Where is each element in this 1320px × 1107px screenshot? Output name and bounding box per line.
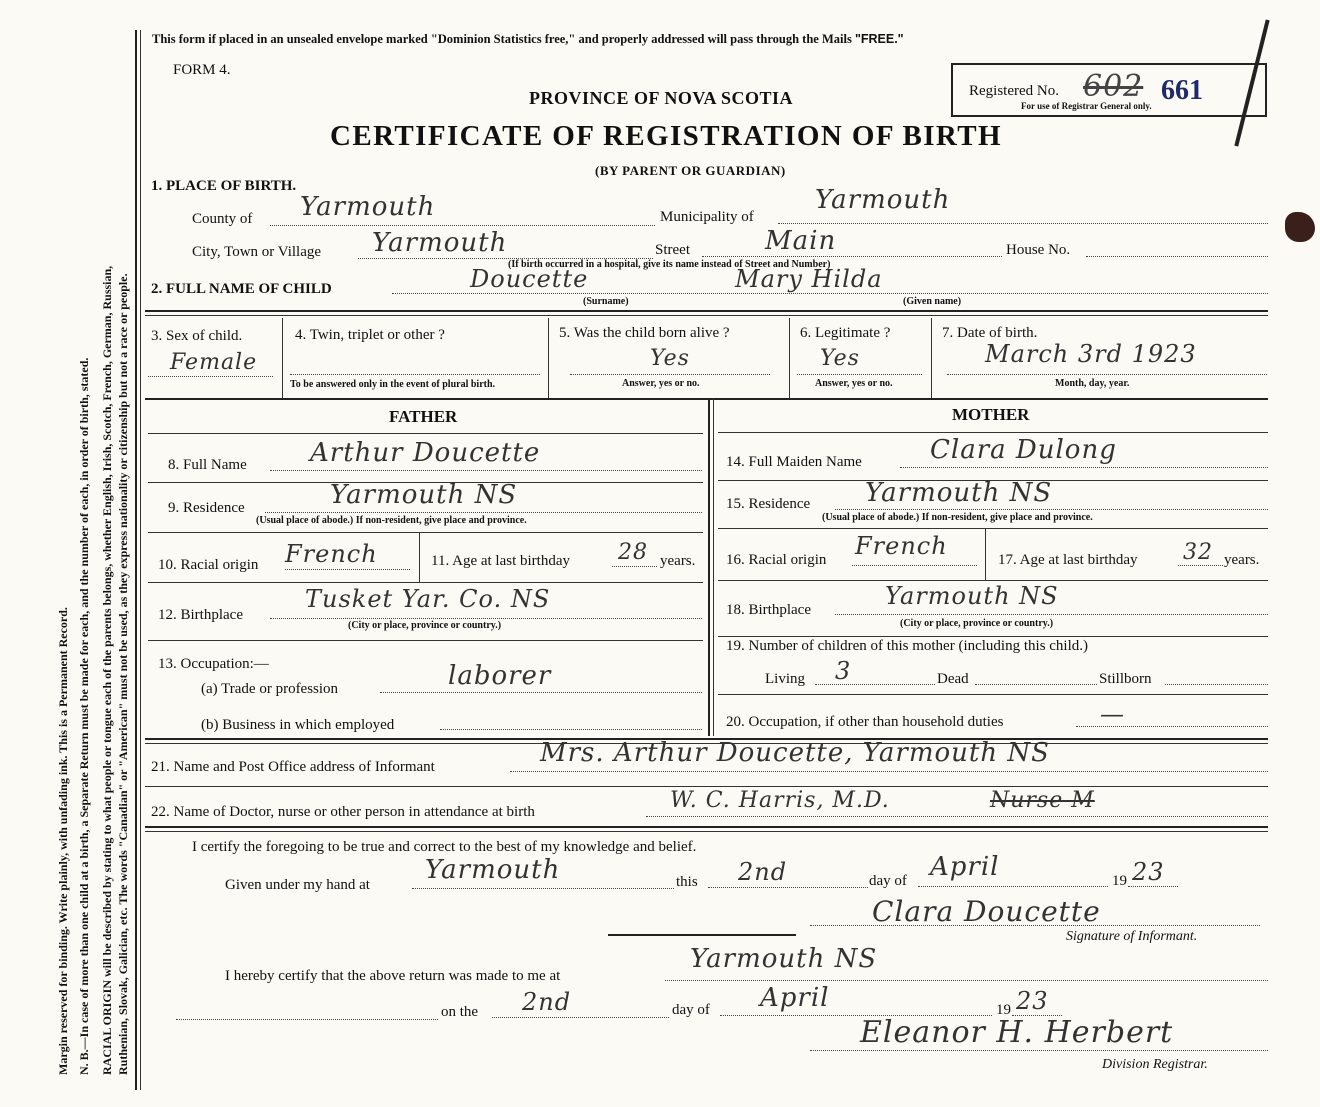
on-the-label: on the xyxy=(441,1004,479,1020)
father-trade-value: laborer xyxy=(448,661,552,691)
mother-living-label: Living xyxy=(765,671,805,687)
mother-row-rule-4 xyxy=(718,636,1268,637)
mother-residence-label: 15. Residence xyxy=(726,496,811,512)
sex-label: 3. Sex of child. xyxy=(151,328,243,344)
street-line xyxy=(702,256,1002,257)
dob-line xyxy=(947,374,1267,375)
margin-note-racial-origin: RACIAL ORIGIN will be described by stating to what people or tongue each of the parents belongs, whether English, Irish, Scotch, French, German, Russian, xyxy=(100,265,114,1075)
mother-row-rule-2 xyxy=(718,528,1268,529)
ink-blot xyxy=(1285,212,1315,242)
informant-value: Mrs. Arthur Doucette, Yarmouth NS xyxy=(540,738,1050,768)
child-name-label: 2. FULL NAME OF CHILD xyxy=(151,281,332,297)
street-label: Street xyxy=(655,242,690,258)
father-name-line xyxy=(270,470,702,471)
given-place-value: Yarmouth xyxy=(425,855,561,885)
father-heading: FATHER xyxy=(389,407,458,426)
divider-legit-dob xyxy=(931,318,932,398)
mother-racial-line xyxy=(852,565,977,566)
given-month-line xyxy=(918,886,1108,887)
twin-note: To be answered only in the event of plural birth. xyxy=(290,379,496,390)
rule-after-name xyxy=(145,310,1268,312)
mother-heading: MOTHER xyxy=(952,405,1030,424)
father-birthplace-label: 12. Birthplace xyxy=(158,607,243,623)
registrar-year-value: 23 xyxy=(1016,987,1049,1015)
dob-value: March 3rd 1923 xyxy=(985,340,1197,368)
doctor-line xyxy=(646,816,1268,817)
alive-line xyxy=(570,374,770,375)
certificate-title: CERTIFICATE OF REGISTRATION OF BIRTH xyxy=(330,120,1002,152)
margin-note-separate-return: N. B.—In case of more than one child at a birth, a Separate Return must be made for each, and the number of each, in order of birth, stated. xyxy=(77,357,91,1075)
surname-note: (Surname) xyxy=(583,296,629,307)
father-residence-note: (Usual place of abode.) If non-resident, give place and province. xyxy=(256,515,527,526)
father-business-line xyxy=(440,729,702,730)
house-number-line xyxy=(1086,256,1268,257)
father-birthplace-line xyxy=(270,618,702,619)
rule-after-doctor-thin xyxy=(145,831,1268,832)
given-year-line xyxy=(1128,886,1178,887)
child-name-line xyxy=(392,293,1268,294)
margin-note-racial-origin-2: Ruthenian, Slovak, Galician, etc. The words "Canadian" or "American" must not be used, as they express nationality or citizenship but not a race or people. xyxy=(116,273,130,1075)
hospital-note: (If birth occurred in a hospital, give its name instead of Street and Number) xyxy=(508,259,831,270)
registrar-certify-label: I hereby certify that the above return was made to me at xyxy=(225,968,561,984)
legitimate-note: Answer, yes or no. xyxy=(815,378,893,389)
certify-statement: I certify the foregoing to be true and correct to the best of my knowledge and belief. xyxy=(192,839,697,855)
registrar-place-value: Yarmouth NS xyxy=(690,944,878,974)
mother-living-line xyxy=(815,684,935,685)
day-of-label: day of xyxy=(869,873,907,889)
twin-line xyxy=(290,374,540,375)
given-year-value: 23 xyxy=(1132,858,1165,886)
municipality-value: Yarmouth xyxy=(815,185,951,215)
given-day-line xyxy=(708,887,868,888)
father-age-label: 11. Age at last birthday xyxy=(431,553,570,569)
father-trade-line xyxy=(380,692,702,693)
registrar-signature-line xyxy=(810,1050,1268,1051)
mother-stillborn-label: Stillborn xyxy=(1099,671,1152,687)
mother-birthplace-note: (City or place, province or country.) xyxy=(900,618,1054,629)
father-business-label: (b) Business in which employed xyxy=(201,717,395,733)
father-years-label: years. xyxy=(660,553,696,569)
father-age-line xyxy=(612,566,657,567)
form-number: FORM 4. xyxy=(173,62,231,78)
father-trade-label: (a) Trade or profession xyxy=(201,681,339,697)
municipality-label: Municipality of xyxy=(660,209,754,225)
mother-residence-line xyxy=(835,509,1268,510)
registrar-use-note: For use of Registrar General only. xyxy=(1021,101,1152,111)
sex-line xyxy=(148,376,273,377)
mother-age-label: 17. Age at last birthday xyxy=(998,552,1138,568)
mother-residence-note: (Usual place of abode.) If non-resident, give place and province. xyxy=(822,512,1093,523)
mother-birthplace-label: 18. Birthplace xyxy=(726,602,811,618)
rule-after-informant xyxy=(145,786,1268,787)
registrar-month-value: April xyxy=(760,983,830,1013)
rule-after-name-thin xyxy=(145,315,1268,316)
mother-age-value: 32 xyxy=(1183,540,1213,565)
father-row-rule-4 xyxy=(148,640,703,641)
mother-living-value: 3 xyxy=(835,657,852,685)
registered-handwritten-number: 602 xyxy=(1083,69,1144,104)
postal-note: This form if placed in an unsealed envelope marked "Dominion Statistics free," and properly addressed will pass through the Mails "FREE." xyxy=(152,32,904,46)
doctor-label: 22. Name of Doctor, nurse or other person in attendance at birth xyxy=(151,804,535,820)
twin-label: 4. Twin, triplet or other ? xyxy=(295,327,445,343)
given-year-prefix: 19 xyxy=(1112,873,1127,889)
alive-label: 5. Was the child born alive ? xyxy=(559,325,730,341)
father-racial-line xyxy=(285,569,410,570)
father-racial-label: 10. Racial origin xyxy=(158,557,259,573)
child-given-name-value: Mary Hilda xyxy=(735,265,883,293)
registrar-signature-label: Division Registrar. xyxy=(1102,1057,1208,1072)
father-row-rule-3 xyxy=(148,582,703,583)
divider-alive-legit xyxy=(789,318,790,398)
father-residence-value: Yarmouth NS xyxy=(330,480,518,510)
mother-occupation-label: 20. Occupation, if other than household duties xyxy=(726,714,1004,730)
mother-birthplace-value: Yarmouth NS xyxy=(885,582,1059,610)
mother-dead-label: Dead xyxy=(937,671,969,687)
father-heading-rule xyxy=(148,433,703,434)
dob-note: Month, day, year. xyxy=(1055,378,1130,389)
divider-twin-alive xyxy=(548,318,549,398)
child-surname-value: Doucette xyxy=(470,265,589,293)
county-value: Yarmouth xyxy=(300,192,436,222)
registered-stamped-number: 661 xyxy=(1161,75,1203,106)
father-birthplace-value: Tusket Yar. Co. NS xyxy=(305,585,551,613)
mother-age-line xyxy=(1178,565,1223,566)
father-name-value: Arthur Doucette xyxy=(310,438,541,468)
informant-signature: Clara Doucette xyxy=(872,895,1101,928)
mother-racial-value: French xyxy=(855,532,948,560)
father-occupation-label: 13. Occupation:— xyxy=(158,656,269,672)
legitimate-value: Yes xyxy=(820,346,860,371)
alive-value: Yes xyxy=(650,346,690,371)
margin-rule xyxy=(135,30,137,1090)
registrar-year-prefix: 19 xyxy=(996,1002,1011,1018)
mother-name-label: 14. Full Maiden Name xyxy=(726,454,862,470)
municipality-line xyxy=(778,223,1268,224)
mother-row-rule-5 xyxy=(718,694,1268,695)
street-value: Main xyxy=(765,226,837,256)
given-place-line xyxy=(412,888,674,889)
given-under-label: Given under my hand at xyxy=(225,877,370,893)
mother-years-label: years. xyxy=(1224,552,1260,568)
father-racial-value: French xyxy=(285,540,378,568)
margin-rule-inner xyxy=(140,30,141,1090)
doctor-value: W. C. Harris, M.D. xyxy=(670,788,890,813)
mother-name-value: Clara Dulong xyxy=(930,435,1117,465)
mother-name-line xyxy=(900,467,1268,468)
parents-divider-2 xyxy=(713,398,714,736)
given-name-note: (Given name) xyxy=(903,296,962,307)
sex-value: Female xyxy=(170,350,258,375)
mother-birthplace-line xyxy=(835,614,1268,615)
city-label: City, Town or Village xyxy=(192,244,322,260)
mother-racial-divider xyxy=(985,528,986,580)
informant-signature-label: Signature of Informant. xyxy=(1066,929,1198,944)
house-number-label: House No. xyxy=(1006,242,1071,258)
mother-heading-rule xyxy=(718,432,1268,433)
registrar-day-value: 2nd xyxy=(522,988,572,1016)
legitimate-label: 6. Legitimate ? xyxy=(800,325,891,341)
parents-divider xyxy=(708,398,710,736)
mother-row-rule-3 xyxy=(718,580,1268,581)
given-month-value: April xyxy=(930,852,1000,882)
alive-note: Answer, yes or no. xyxy=(622,378,700,389)
father-birthplace-note: (City or place, province or country.) xyxy=(348,620,502,631)
mother-residence-value: Yarmouth NS xyxy=(865,478,1053,508)
registrar-date-lead-line xyxy=(176,1019,438,1020)
legitimate-line xyxy=(797,374,922,375)
province-heading: PROVINCE OF NOVA SCOTIA xyxy=(529,88,794,108)
registrar-signature: Eleanor H. Herbert xyxy=(860,1015,1174,1050)
rule-after-details xyxy=(145,398,1268,400)
certificate-subtitle: (BY PARENT OR GUARDIAN) xyxy=(595,163,786,178)
place-of-birth-label: 1. PLACE OF BIRTH. xyxy=(151,178,297,194)
this-label: this xyxy=(676,874,698,890)
county-label: County of xyxy=(192,211,253,227)
father-residence-label: 9. Residence xyxy=(168,500,245,516)
registered-box xyxy=(951,63,1267,117)
father-name-label: 8. Full Name xyxy=(168,457,247,473)
county-line xyxy=(270,225,655,226)
father-residence-line xyxy=(265,512,702,513)
divider-sex-twin xyxy=(282,318,283,398)
mother-occupation-value: — xyxy=(1100,700,1125,728)
mother-children-label: 19. Number of children of this mother (including this child.) xyxy=(726,638,1089,654)
informant-label: 21. Name and Post Office address of Informant xyxy=(151,759,435,775)
mother-stillborn-line xyxy=(1165,684,1268,685)
registrar-day-line xyxy=(492,1017,669,1018)
mother-racial-label: 16. Racial origin xyxy=(726,552,827,568)
margin-note-binding: Margin reserved for binding. Write plainly, with unfading ink. This is a Permanent Record. xyxy=(56,607,70,1075)
given-day-value: 2nd xyxy=(738,858,788,886)
registrar-place-line xyxy=(665,980,1268,981)
informant-line xyxy=(510,771,1268,772)
registered-label: Registered No. xyxy=(969,83,1059,99)
center-divider-line xyxy=(608,934,796,936)
registrar-day-of-label: day of xyxy=(672,1002,710,1018)
father-age-value: 28 xyxy=(618,540,648,565)
rule-after-doctor xyxy=(145,826,1268,828)
father-racial-divider xyxy=(419,532,420,582)
mother-dead-line xyxy=(975,684,1097,685)
father-row-rule-2 xyxy=(148,532,703,533)
dob-label: 7. Date of birth. xyxy=(942,325,1038,341)
doctor-struck-value: Nurse M xyxy=(990,788,1095,813)
city-value: Yarmouth xyxy=(372,228,508,258)
